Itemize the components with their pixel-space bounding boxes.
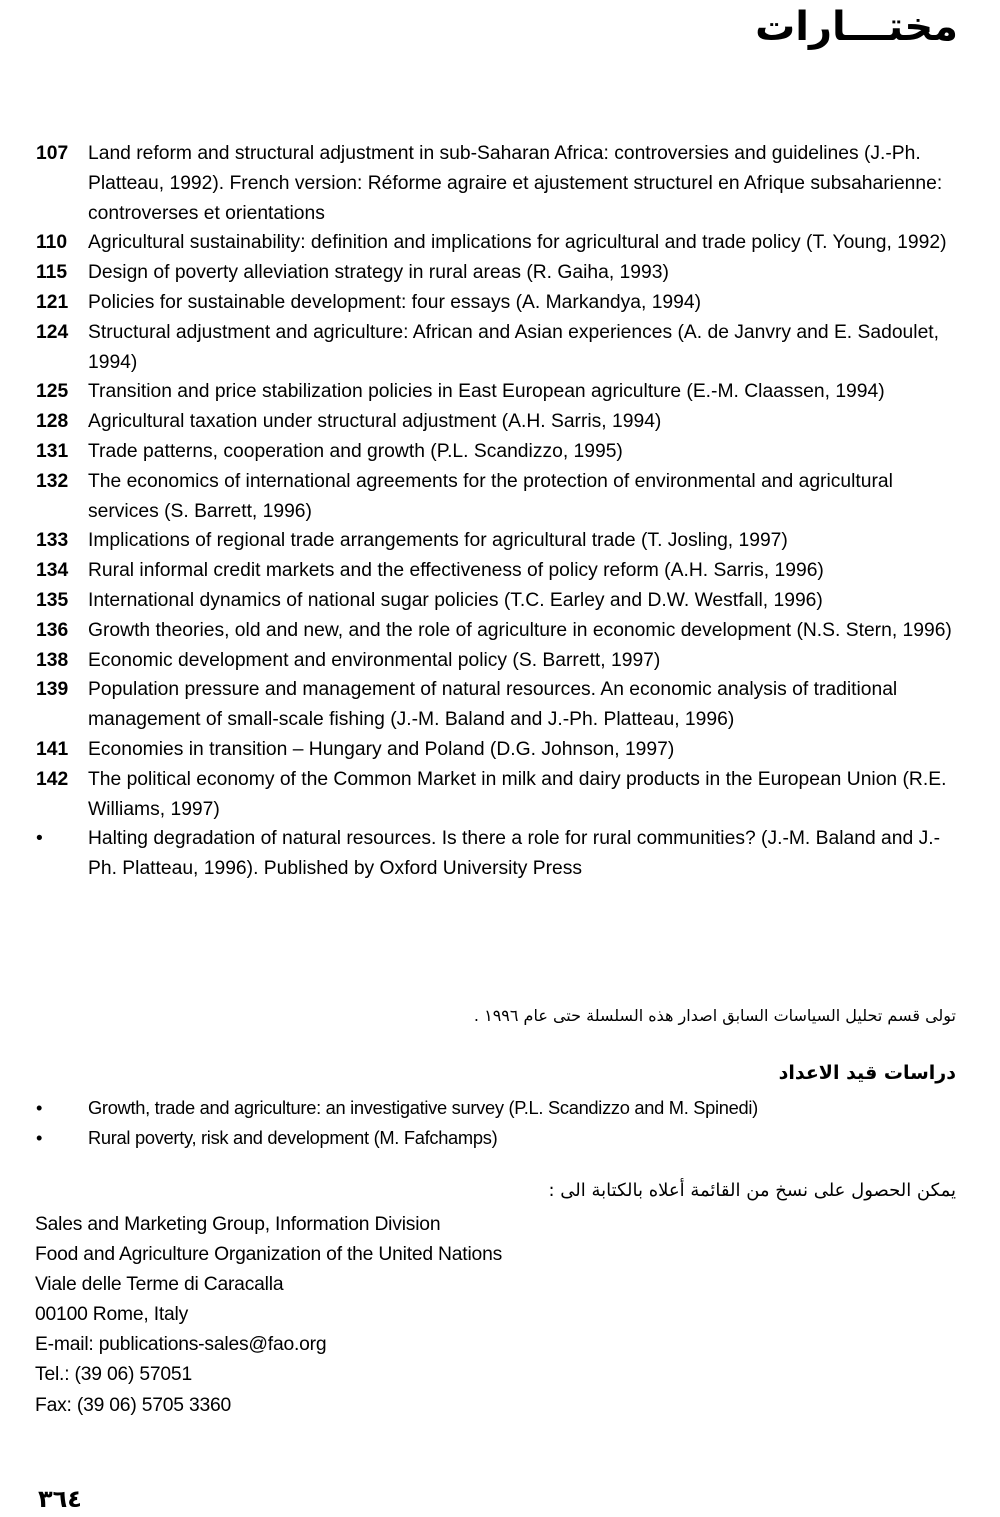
bullet-icon: • [36, 1126, 43, 1148]
publication-number: 131 [36, 440, 69, 462]
publication-text: Policies for sustainable development: four essays (A. Markandya, 1994) [88, 291, 702, 313]
publication-number: 115 [36, 262, 68, 284]
publication-item [36, 765, 966, 825]
bullet-icon: • [36, 1097, 43, 1118]
publication-text: Land reform and structural adjustment in sub-Saharan Africa: controversies and guidelines (J.-Ph. Platteau, 1992). French version: Réforme agraire et ajustement structurel en Afrique subsaharienne: controverses et orientations [88, 143, 943, 224]
publication-text: Economic development and environmental policy (S. Barrett, 1997) [88, 649, 661, 671]
phone-line: Tel.: (39 06) 57051 [35, 1364, 192, 1386]
publication-item [36, 318, 966, 378]
forthcoming-list [36, 1093, 966, 1153]
address-line: 00100 Rome, Italy [35, 1304, 189, 1326]
publication-number: 135 [36, 589, 69, 611]
publication-text: Halting degradation of natural resources. Is there a role for rural communities? (J.-M. Baland and J.-Ph. Platteau, 1996). Published by Oxford University Press [88, 828, 940, 880]
publication-number: 128 [36, 411, 69, 433]
address-line: Viale delle Terme di Caracalla [35, 1274, 284, 1296]
publication-text: Implications of regional trade arrangements for agricultural trade (T. Josling, 1997) [88, 530, 788, 552]
publication-item [36, 437, 966, 467]
publication-number: 121 [36, 291, 69, 313]
publication-text: Trade patterns, cooperation and growth (P.L. Scandizzo, 1995) [88, 440, 623, 462]
publication-text: The economics of international agreements for the protection of environmental and agricultural services (S. Barrett, 1996) [88, 470, 893, 522]
publication-item [36, 735, 966, 765]
forthcoming-heading: دراسات قيد الاعداد [778, 1062, 956, 1084]
publication-item [36, 467, 966, 527]
forthcoming-text: Growth, trade and agriculture: an investigative survey (P.L. Scandizzo and M. Spinedi) [88, 1097, 758, 1118]
publication-number: 133 [36, 530, 69, 552]
ordering-note: يمكن الحصول على نسخ من القائمة أعلاه بالكتابة الى : [548, 1180, 956, 1201]
publication-item [36, 616, 966, 646]
publication-list [36, 139, 966, 884]
publication-item [36, 646, 966, 676]
publication-number: 132 [36, 470, 69, 492]
publication-item [36, 407, 966, 437]
publication-text: Population pressure and management of natural resources. An economic analysis of traditional management of small-scale fishing (J.-M. Baland and J.-Ph. Platteau, 1996) [88, 679, 898, 731]
publication-number: 134 [36, 560, 69, 582]
forthcoming-text: Rural poverty, risk and development (M. Fafchamps) [88, 1126, 498, 1148]
publication-text: Structural adjustment and agriculture: African and Asian experiences (A. de Janvry and E. Sadoulet, 1994) [88, 321, 940, 373]
forthcoming-item [36, 1093, 966, 1123]
publication-number: 139 [36, 679, 69, 701]
contact-address [35, 1210, 502, 1421]
publication-item [36, 228, 966, 258]
publication-item [36, 586, 966, 616]
publication-item [36, 377, 966, 407]
publication-item [36, 288, 966, 318]
publication-text: Rural informal credit markets and the effectiveness of policy reform (A.H. Sarris, 1996) [88, 560, 824, 582]
publication-item [36, 526, 966, 556]
publication-item [36, 824, 966, 884]
bullet-icon: • [36, 828, 43, 850]
page-title: مختـــارات [755, 4, 958, 50]
publication-text: Design of poverty alleviation strategy in rural areas (R. Gaiha, 1993) [88, 262, 669, 284]
email-line: E-mail: publications-sales@fao.org [35, 1334, 327, 1356]
publication-item [36, 556, 966, 586]
publication-number: 107 [36, 143, 69, 164]
publication-item [36, 258, 966, 288]
forthcoming-item [36, 1123, 966, 1153]
publication-text: Agricultural taxation under structural adjustment (A.H. Sarris, 1994) [88, 411, 662, 433]
publication-item [36, 675, 966, 735]
publication-text: Agricultural sustainability: definition and implications for agricultural and trade policy (T. Young, 1992) [88, 232, 947, 254]
fax-line: Fax: (39 06) 5705 3360 [35, 1394, 232, 1416]
publication-number: 141 [36, 738, 69, 760]
publication-number: 136 [36, 619, 69, 641]
publication-number: 124 [36, 321, 69, 343]
series-history-note: تولى قسم تحليل السياسات السابق اصدار هذه السلسلة حتى عام ١٩٩٦ . [473, 1006, 956, 1025]
publication-number: 142 [36, 768, 69, 790]
publication-item [36, 139, 966, 228]
page-number: ٣٦٤ [38, 1485, 82, 1513]
address-line: Sales and Marketing Group, Information Division [35, 1214, 441, 1235]
publication-text: Transition and price stabilization policies in East European agriculture (E.-M. Claassen, 1994) [88, 381, 885, 403]
publication-number: 125 [36, 381, 69, 403]
publication-text: The political economy of the Common Market in milk and dairy products in the European Union (R.E. Williams, 1997) [88, 768, 947, 820]
publication-number: 110 [36, 232, 68, 254]
address-line: Food and Agriculture Organization of the United Nations [35, 1244, 503, 1266]
publication-text: Economies in transition – Hungary and Poland (D.G. Johnson, 1997) [88, 738, 675, 760]
publication-number: 138 [36, 649, 69, 671]
publication-text: Growth theories, old and new, and the role of agriculture in economic development (N.S. Stern, 1996) [88, 619, 952, 641]
publication-text: International dynamics of national sugar policies (T.C. Earley and D.W. Westfall, 1996) [88, 589, 823, 611]
